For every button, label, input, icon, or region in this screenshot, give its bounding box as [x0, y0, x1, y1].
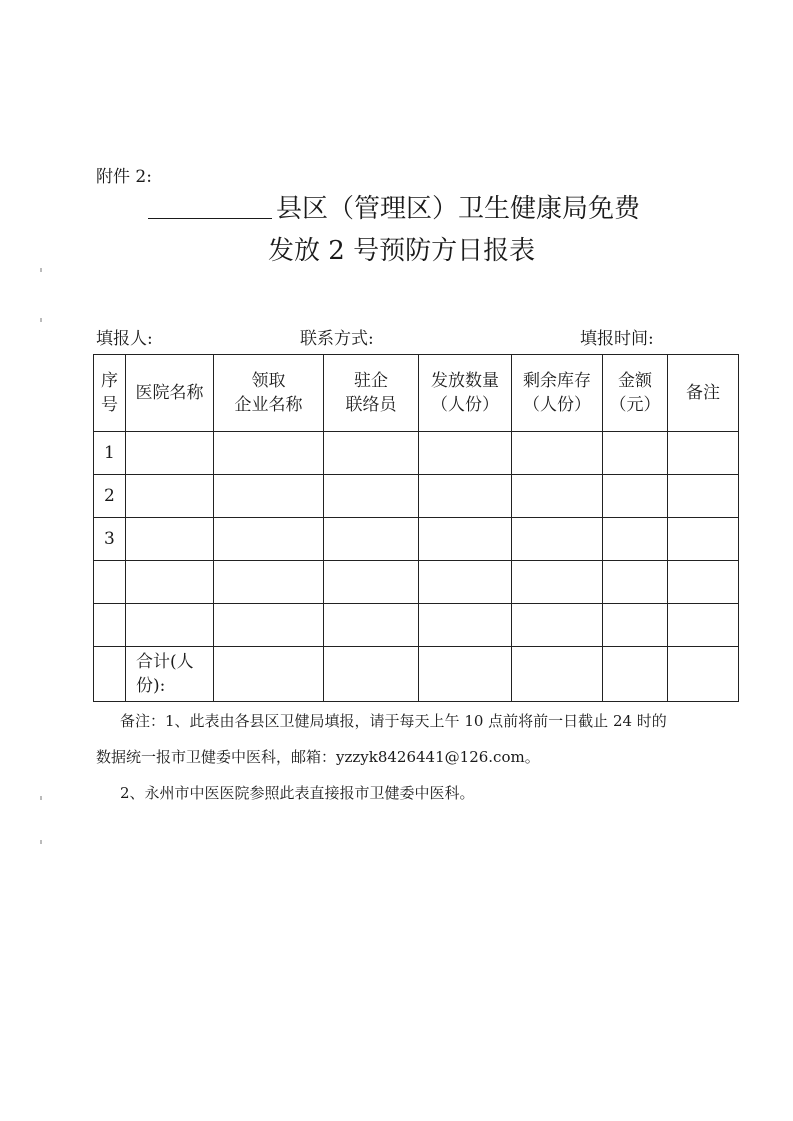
- cell-stock[interactable]: [512, 518, 603, 561]
- row-seq: [94, 604, 126, 647]
- row-seq: 1: [94, 432, 126, 475]
- cell-remarks[interactable]: [668, 518, 739, 561]
- cell-liaison[interactable]: [324, 561, 419, 604]
- table-row: [94, 518, 739, 561]
- header-seq: 序 号: [94, 355, 126, 432]
- row-seq: 2: [94, 475, 126, 518]
- cell-quantity[interactable]: [419, 604, 512, 647]
- cell-amount[interactable]: [603, 432, 668, 475]
- cell-company[interactable]: [214, 561, 324, 604]
- table-row: [94, 561, 739, 604]
- cell-company[interactable]: [214, 518, 324, 561]
- document-title-line-2: 发放 2 号预防方日报表: [268, 236, 536, 266]
- scan-speck: [40, 796, 42, 800]
- cell-liaison[interactable]: [324, 518, 419, 561]
- cell-hospital[interactable]: [126, 475, 214, 518]
- total-label: 合计(人份):: [126, 647, 214, 702]
- county-blank-field: [148, 194, 272, 219]
- attachment-label: 附件 2:: [96, 167, 152, 187]
- cell-stock[interactable]: [512, 432, 603, 475]
- cell-stock[interactable]: [512, 561, 603, 604]
- total-quantity[interactable]: [419, 647, 512, 702]
- cell-hospital[interactable]: [126, 561, 214, 604]
- row-seq: [94, 561, 126, 604]
- total-amount[interactable]: [603, 647, 668, 702]
- cell-hospital[interactable]: [126, 604, 214, 647]
- daily-report-table: [93, 354, 739, 702]
- total-stock[interactable]: [512, 647, 603, 702]
- table-row: [94, 475, 739, 518]
- total-liaison[interactable]: [324, 647, 419, 702]
- total-company[interactable]: [214, 647, 324, 702]
- cell-liaison[interactable]: [324, 475, 419, 518]
- cell-stock[interactable]: [512, 475, 603, 518]
- table-header-row: [94, 355, 739, 432]
- total-row: [94, 647, 739, 702]
- header-amount: 金额 （元）: [603, 355, 668, 432]
- cell-company[interactable]: [214, 604, 324, 647]
- cell-liaison[interactable]: [324, 432, 419, 475]
- header-remarks: 备注: [668, 355, 739, 432]
- header-receiving-company: 领取 企业名称: [214, 355, 324, 432]
- cell-amount[interactable]: [603, 475, 668, 518]
- note-line-2: 2、永州市中医医院参照此表直接报市卫健委中医科。: [120, 784, 475, 802]
- header-issued-quantity: 发放数量 （人份）: [419, 355, 512, 432]
- cell-amount[interactable]: [603, 561, 668, 604]
- title-line-1-text: 县区（管理区）卫生健康局免费: [276, 194, 641, 224]
- scan-speck: [40, 268, 42, 272]
- cell-amount[interactable]: [603, 518, 668, 561]
- scan-speck: [40, 840, 42, 844]
- cell-liaison[interactable]: [324, 604, 419, 647]
- total-remarks[interactable]: [668, 647, 739, 702]
- cell-quantity[interactable]: [419, 561, 512, 604]
- table-row: [94, 432, 739, 475]
- cell-company[interactable]: [214, 475, 324, 518]
- cell-quantity[interactable]: [419, 518, 512, 561]
- table-row: [94, 604, 739, 647]
- cell-remarks[interactable]: [668, 561, 739, 604]
- total-seq-cell: [94, 647, 126, 702]
- note-line-1-continued: 数据统一报市卫健委中医科，邮箱：yzzyk8426441@126.com。: [96, 748, 540, 766]
- header-remaining-stock: 剩余库存 （人份）: [512, 355, 603, 432]
- cell-company[interactable]: [214, 432, 324, 475]
- header-liaison: 驻企 联络员: [324, 355, 419, 432]
- document-title-line-1: [148, 188, 640, 225]
- header-hospital-name: 医院名称: [126, 355, 214, 432]
- row-seq: 3: [94, 518, 126, 561]
- cell-remarks[interactable]: [668, 432, 739, 475]
- reporter-label: 填报人:: [96, 329, 153, 349]
- cell-amount[interactable]: [603, 604, 668, 647]
- cell-remarks[interactable]: [668, 604, 739, 647]
- note-line-1: 备注：1、此表由各县区卫健局填报，请于每天上午 10 点前将前一日截止 24 时的: [120, 712, 667, 730]
- fill-time-label: 填报时间:: [580, 329, 654, 349]
- cell-hospital[interactable]: [126, 432, 214, 475]
- cell-quantity[interactable]: [419, 475, 512, 518]
- scan-speck: [40, 318, 42, 322]
- cell-quantity[interactable]: [419, 432, 512, 475]
- contact-label: 联系方式:: [300, 329, 374, 349]
- cell-remarks[interactable]: [668, 475, 739, 518]
- cell-hospital[interactable]: [126, 518, 214, 561]
- cell-stock[interactable]: [512, 604, 603, 647]
